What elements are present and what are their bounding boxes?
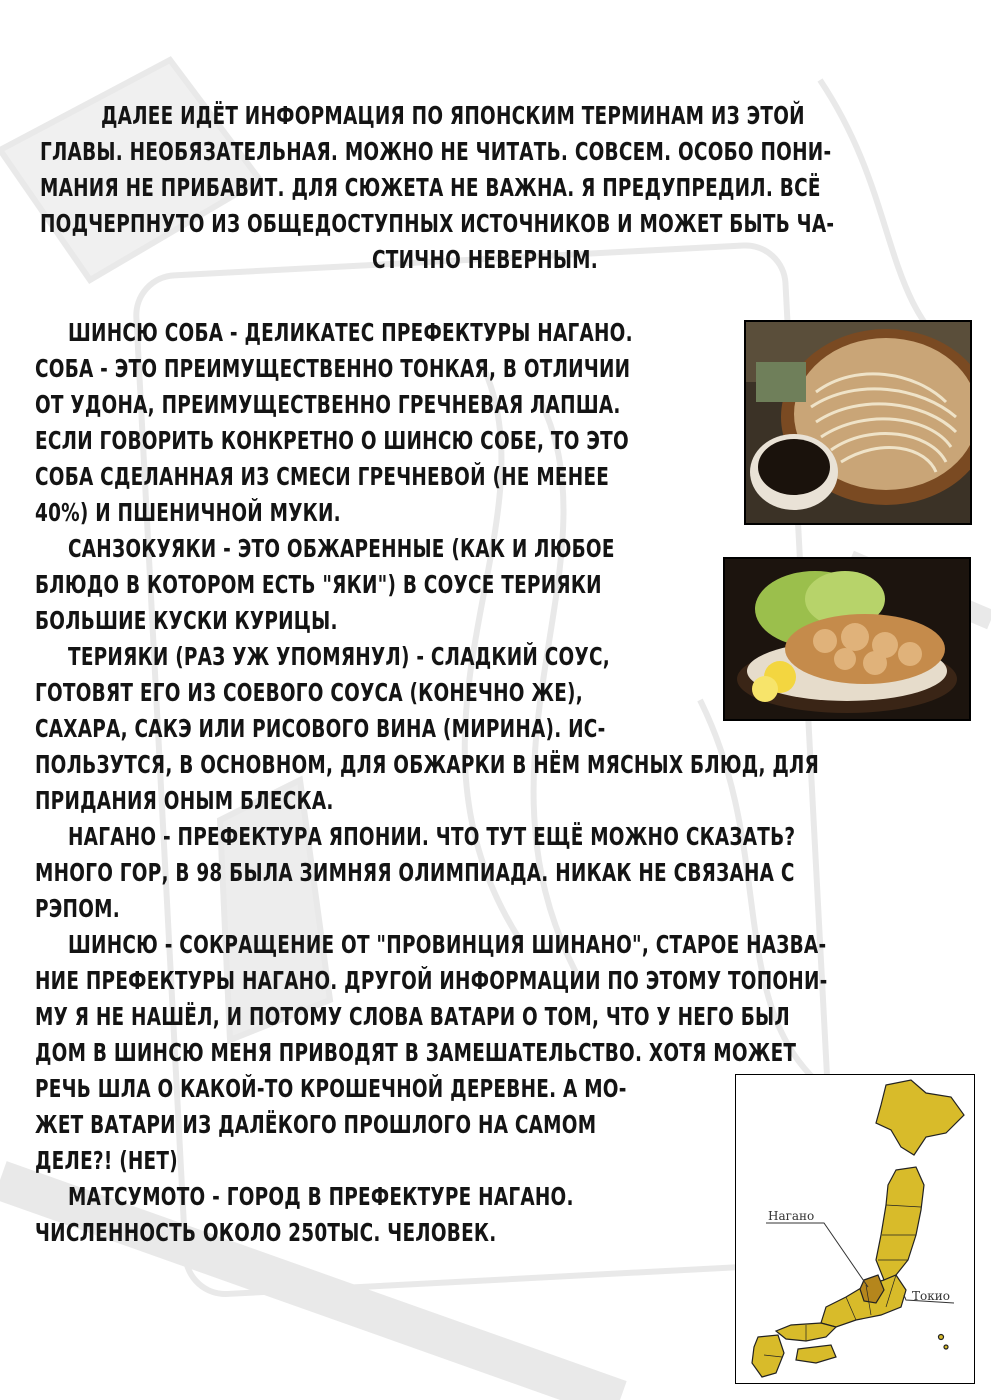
intro-line: СТИЧНО НЕВЕРНЫМ. [372,245,599,274]
term-line: СОБА СДЕЛАННАЯ ИЗ СМЕСИ ГРЕЧНЕВОЙ (НЕ МЕНЕЕ [35,462,610,491]
intro-line: МАНИЯ НЕ ПРИБАВИТ. ДЛЯ СЮЖЕТА НЕ ВАЖНА. Я ПРЕДУПРЕДИЛ. ВСЁ [40,173,821,202]
term-line: ПРИДАНИЯ ОНЫМ БЛЕСКА. [35,786,334,815]
term-line: РЕЧЬ ШЛА О КАКОЙ-ТО КРОШЕЧНОЙ ДЕРЕВНЕ. А МО- [35,1074,627,1103]
term-line: ТЕРИЯКИ (РАЗ УЖ УПОМЯНУЛ) - СЛАДКИЙ СОУС, [68,642,610,671]
term-line: ШИНСЮ СОБА - ДЕЛИКАТЕС ПРЕФЕКТУРЫ НАГАНО. [68,318,633,347]
soba-photo [744,320,972,525]
term-line: ДЕЛЕ?! (НЕТ) [35,1146,178,1175]
term-line: ДОМ В ШИНСЮ МЕНЯ ПРИВОДЯТ В ЗАМЕШАТЕЛЬСТВО. ХОТЯ МОЖЕТ [35,1038,797,1067]
term-line: НАГАНО - ПРЕФЕКТУРА ЯПОНИИ. ЧТО ТУТ ЕЩЁ МОЖНО СКАЗАТЬ? [68,822,796,851]
term-line: ПОЛЬЗУТСЯ, В ОСНОВНОМ, ДЛЯ ОБЖАРКИ В НЁМ МЯСНЫХ БЛЮД, ДЛЯ [35,750,820,779]
term-line: НИЕ ПРЕФЕКТУРЫ НАГАНО. ДРУГОЙ ИНФОРМАЦИИ ПО ЭТОМУ ТОПОНИ- [35,966,828,995]
term-line: БЛЮДО В КОТОРОМ ЕСТЬ "ЯКИ") В СОУСЕ ТЕРИЯКИ [35,570,602,599]
term-line: МНОГО ГОР, В 98 БЫЛА ЗИМНЯЯ ОЛИМПИАДА. НИКАК НЕ СВЯЗАНА С [35,858,795,887]
intro-line: ГЛАВЫ. НЕОБЯЗАТЕЛЬНАЯ. МОЖНО НЕ ЧИТАТЬ. СОВСЕМ. ОСОБО ПОНИ- [40,137,832,166]
term-line: ЖЕТ ВАТАРИ ИЗ ДАЛЁКОГО ПРОШЛОГО НА САМОМ [35,1110,597,1139]
term-line: БОЛЬШИЕ КУСКИ КУРИЦЫ. [35,606,338,635]
term-line: ШИНСЮ - СОКРАЩЕНИЕ ОТ "ПРОВИНЦИЯ ШИНАНО", СТАРОЕ НАЗВА- [68,930,827,959]
term-line: ЕСЛИ ГОВОРИТЬ КОНКРЕТНО О ШИНСЮ СОБЕ, ТО ЭТО [35,426,629,455]
term-line: 40%) И ПШЕНИЧНОЙ МУКИ. [35,498,341,527]
japan-map [735,1074,975,1384]
japan-map-drawing [736,1075,974,1383]
term-line: МАТСУМОТО - ГОРОД В ПРЕФЕКТУРЕ НАГАНО. [68,1182,574,1211]
term-line: САНЗОКУЯКИ - ЭТО ОБЖАРЕННЫЕ (КАК И ЛЮБОЕ [68,534,615,563]
term-line: МУ Я НЕ НАШЁЛ, И ПОТОМУ СЛОВА ВАТАРИ О ТОМ, ЧТО У НЕГО БЫЛ [35,1002,790,1031]
term-line: ГОТОВЯТ ЕГО ИЗ СОЕВОГО СОУСА (КОНЕЧНО ЖЕ), [35,678,583,707]
term-line: ЧИСЛЕННОСТЬ ОКОЛО 250ТЫС. ЧЕЛОВЕК. [35,1218,497,1247]
term-line: ОТ УДОНА, ПРЕИМУЩЕСТВЕННО ГРЕЧНЕВАЯ ЛАПША. [35,390,621,419]
term-line: САХАРА, САКЭ ИЛИ РИСОВОГО ВИНА (МИРИНА). ИС- [35,714,606,743]
intro-line: ПОДЧЕРПНУТО ИЗ ОБЩЕДОСТУПНЫХ ИСТОЧНИКОВ И МОЖЕТ БЫТЬ ЧА- [40,209,835,238]
term-line: РЭПОМ. [35,894,120,923]
term-line: СОБА - ЭТО ПРЕИМУЩЕСТВЕННО ТОНКАЯ, В ОТЛИЧИИ [35,354,631,383]
map-label-nagano: Нагано [768,1209,815,1223]
intro-line: ДАЛЕЕ ИДЁТ ИНФОРМАЦИЯ ПО ЯПОНСКИМ ТЕРМИНАМ ИЗ ЭТОЙ [101,101,805,130]
map-label-tokyo: Токио [912,1289,950,1303]
sanzokuyaki-photo [723,557,971,721]
